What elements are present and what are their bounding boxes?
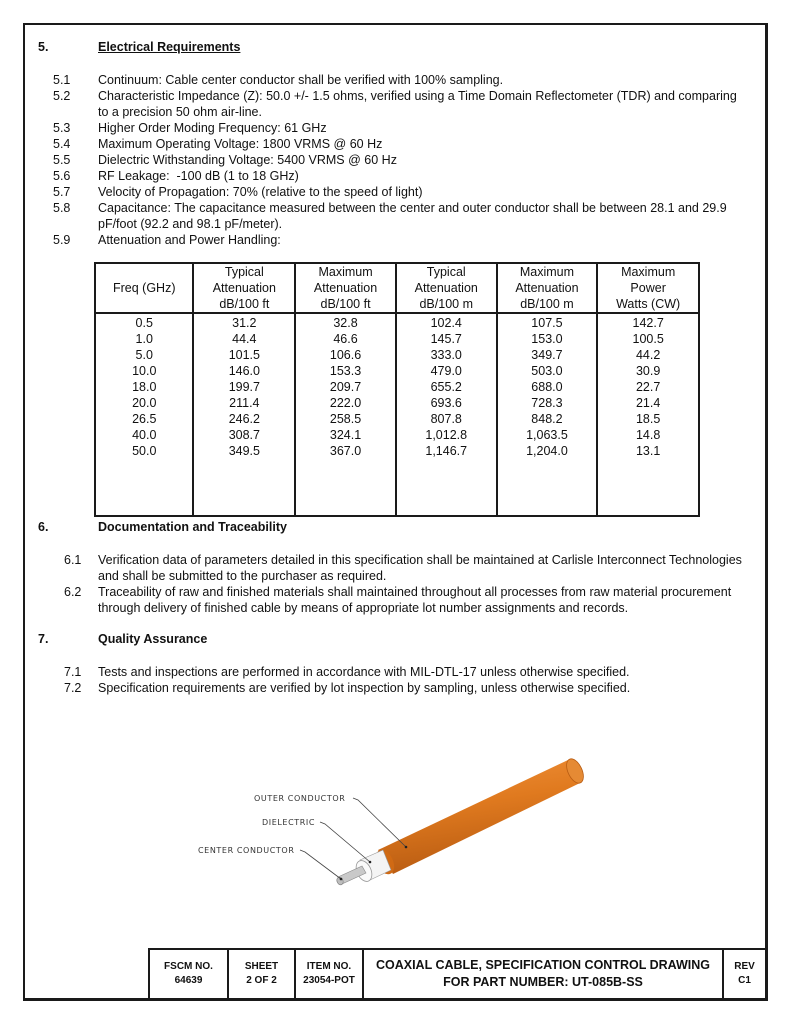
table-row — [95, 347, 699, 363]
cell-max-att-m: 1,204.0 — [497, 443, 598, 459]
empty-cell — [193, 459, 295, 516]
item-number: 6.2 — [64, 585, 82, 599]
cell-max-att-ft: 32.8 — [295, 313, 396, 331]
cell-max-power: 14.8 — [597, 427, 699, 443]
empty-cell — [295, 459, 396, 516]
table-row — [95, 363, 699, 379]
cell-max-power: 18.5 — [597, 411, 699, 427]
item-text: RF Leakage: -100 dB (1 to 18 GHz) — [98, 169, 299, 183]
item-text: Traceability of raw and finished materials shall maintained throughout all processes from raw material procurement — [98, 585, 732, 599]
item-number: 7.1 — [64, 665, 82, 679]
item-no-label: ITEM NO. — [306, 961, 352, 972]
table-row — [95, 331, 699, 347]
header-max-att-ft: Maximum Attenuation dB/100 ft — [295, 263, 396, 313]
cell-freq: 5.0 — [135, 348, 153, 362]
cell-typ-att-ft: 146.0 — [193, 363, 295, 379]
cell-max-att-m: 349.7 — [497, 347, 598, 363]
fscm-label: FSCM NO. — [164, 961, 213, 972]
table-header-row — [95, 263, 699, 313]
header-max-power: Maximum Power Watts (CW) — [597, 263, 699, 313]
cell-max-power: 30.9 — [597, 363, 699, 379]
cell-typ-att-m: 693.6 — [396, 395, 497, 411]
sheet-value: 2 OF 2 — [246, 975, 277, 986]
cell-max-att-m: 1,063.5 — [497, 427, 598, 443]
empty-cell — [597, 459, 699, 516]
cell-freq: 20.0 — [132, 396, 157, 410]
cell-typ-att-ft: 101.5 — [193, 347, 295, 363]
cell-freq: 10.0 — [132, 364, 157, 378]
label-outer-conductor: OUTER CONDUCTOR — [254, 794, 346, 803]
section-5-number: 5. — [38, 40, 49, 54]
item-number: 5.6 — [53, 169, 71, 183]
cell-max-power: 22.7 — [597, 379, 699, 395]
header-max-att-m: Maximum Attenuation dB/100 m — [497, 263, 598, 313]
item-text: Attenuation and Power Handling: — [98, 233, 281, 247]
cell-freq: 18.0 — [132, 380, 157, 394]
item-number: 6.1 — [64, 553, 82, 567]
drawing-title-line2: FOR PART NUMBER: UT-085B-SS — [443, 975, 643, 989]
cell-typ-att-m: 333.0 — [396, 347, 497, 363]
section-6-number: 6. — [38, 520, 49, 534]
cell-typ-att-ft: 211.4 — [193, 395, 295, 411]
item-text: Verification data of parameters detailed in this specification shall be maintained at Carlisle Interconnect Technologies — [98, 553, 742, 567]
section-6-title: Documentation and Traceability — [98, 520, 287, 534]
item-number: 5.1 — [53, 73, 71, 87]
cell-max-att-m: 107.5 — [497, 313, 598, 331]
attenuation-table — [94, 262, 700, 517]
cell-max-att-ft: 209.7 — [295, 379, 396, 395]
item-number: 5.8 — [53, 201, 71, 215]
item-text: Dielectric Withstanding Voltage: 5400 VRMS @ 60 Hz — [98, 153, 397, 167]
cell-freq: 1.0 — [135, 332, 153, 346]
cell-freq: 26.5 — [132, 412, 157, 426]
item-text-cont: pF/foot (92.2 and 98.1 pF/meter). — [98, 217, 283, 231]
item-number: 5.9 — [53, 233, 71, 247]
section-5-title: Electrical Requirements — [98, 40, 241, 54]
cell-max-power: 21.4 — [597, 395, 699, 411]
cell-max-power: 13.1 — [597, 443, 699, 459]
drawing-title-line1: COAXIAL CABLE, SPECIFICATION CONTROL DRAWING — [375, 958, 711, 972]
label-center-conductor: CENTER CONDUCTOR — [198, 846, 295, 855]
item-text: Characteristic Impedance (Z): 50.0 +/- 1.5 ohms, verified using a Time Domain Reflectometer (TDR) and comparing — [98, 89, 737, 103]
cell-typ-att-ft: 31.2 — [193, 313, 295, 331]
cell-typ-att-m: 1,146.7 — [396, 443, 497, 459]
cell-typ-att-ft: 199.7 — [193, 379, 295, 395]
cell-max-att-m: 728.3 — [497, 395, 598, 411]
rev-cell — [724, 950, 765, 998]
empty-cell — [497, 459, 598, 516]
drawing-title-cell — [364, 950, 724, 998]
title-block — [148, 948, 765, 998]
cell-max-att-ft: 324.1 — [295, 427, 396, 443]
cell-freq: 40.0 — [132, 428, 157, 442]
cell-typ-att-m: 102.4 — [396, 313, 497, 331]
coax-cable-icon — [190, 740, 610, 900]
item-text: Velocity of Propagation: 70% (relative to the speed of light) — [98, 185, 423, 199]
header-typ-att-ft: Typical Attenuation dB/100 ft — [193, 263, 295, 313]
table-row — [95, 427, 699, 443]
sheet-cell — [229, 950, 296, 998]
cell-typ-att-ft: 349.5 — [193, 443, 295, 459]
cell-max-power: 44.2 — [597, 347, 699, 363]
cell-max-att-m: 688.0 — [497, 379, 598, 395]
cell-freq: 0.5 — [135, 316, 153, 330]
cell-max-att-m: 848.2 — [497, 411, 598, 427]
item-text-cont: through delivery of finished cable by means of appropriate lot number assignments and records. — [98, 601, 629, 615]
cell-max-att-ft: 153.3 — [295, 363, 396, 379]
cell-typ-att-m: 1,012.8 — [396, 427, 497, 443]
item-text: Higher Order Moding Frequency: 61 GHz — [98, 121, 327, 135]
cell-typ-att-m: 655.2 — [396, 379, 497, 395]
cell-typ-att-m: 479.0 — [396, 363, 497, 379]
item-no-value: 23054-POT — [303, 975, 355, 986]
cell-max-att-ft: 46.6 — [295, 331, 396, 347]
table-row — [95, 313, 699, 331]
section-7-title: Quality Assurance — [98, 632, 208, 646]
cell-typ-att-ft: 308.7 — [193, 427, 295, 443]
cell-typ-att-m: 145.7 — [396, 331, 497, 347]
empty-cell — [396, 459, 497, 516]
item-number: 5.3 — [53, 121, 71, 135]
item-text-cont: and shall be submitted to the purchaser as required. — [98, 569, 387, 583]
item-text: Tests and inspections are performed in accordance with MIL-DTL-17 unless otherwise specified. — [98, 665, 630, 679]
item-number: 5.7 — [53, 185, 71, 199]
item-text: Continuum: Cable center conductor shall be verified with 100% sampling. — [98, 73, 504, 87]
item-text-cont: to a precision 50 ohm air-line. — [98, 105, 262, 119]
item-text: Specification requirements are verified by lot inspection by sampling, unless otherwise specified. — [98, 681, 631, 695]
table-row — [95, 379, 699, 395]
label-dielectric: DIELECTRIC — [262, 818, 316, 827]
cell-max-att-ft: 367.0 — [295, 443, 396, 459]
item-number: 7.2 — [64, 681, 82, 695]
fscm-cell — [150, 950, 229, 998]
cell-max-power: 142.7 — [597, 313, 699, 331]
item-number: 5.5 — [53, 153, 71, 167]
cell-max-att-ft: 258.5 — [295, 411, 396, 427]
cell-max-att-ft: 222.0 — [295, 395, 396, 411]
sheet-label: SHEET — [244, 961, 279, 972]
empty-cell — [95, 459, 193, 516]
header-typ-att-m: Typical Attenuation dB/100 m — [396, 263, 497, 313]
table-row — [95, 443, 699, 459]
cell-max-att-m: 503.0 — [497, 363, 598, 379]
cell-max-power: 100.5 — [597, 331, 699, 347]
table-row — [95, 395, 699, 411]
cell-typ-att-ft: 246.2 — [193, 411, 295, 427]
table-filler-row — [95, 459, 699, 516]
cell-max-att-ft: 106.6 — [295, 347, 396, 363]
item-no-cell — [296, 950, 364, 998]
item-text: Capacitance: The capacitance measured between the center and outer conductor shall be between 28.1 and 29.9 — [98, 201, 727, 215]
cell-typ-att-m: 807.8 — [396, 411, 497, 427]
rev-value: C1 — [738, 975, 751, 986]
fscm-value: 64639 — [174, 975, 203, 986]
cell-typ-att-ft: 44.4 — [193, 331, 295, 347]
header-freq: Freq (GHz) — [95, 263, 193, 313]
table-row — [95, 411, 699, 427]
cell-max-att-m: 153.0 — [497, 331, 598, 347]
item-number: 5.4 — [53, 137, 71, 151]
rev-label: REV — [734, 961, 755, 972]
item-number: 5.2 — [53, 89, 71, 103]
section-7-number: 7. — [38, 632, 49, 646]
cable-illustration — [190, 740, 610, 900]
item-text: Maximum Operating Voltage: 1800 VRMS @ 60 Hz — [98, 137, 383, 151]
cell-freq: 50.0 — [132, 444, 157, 458]
